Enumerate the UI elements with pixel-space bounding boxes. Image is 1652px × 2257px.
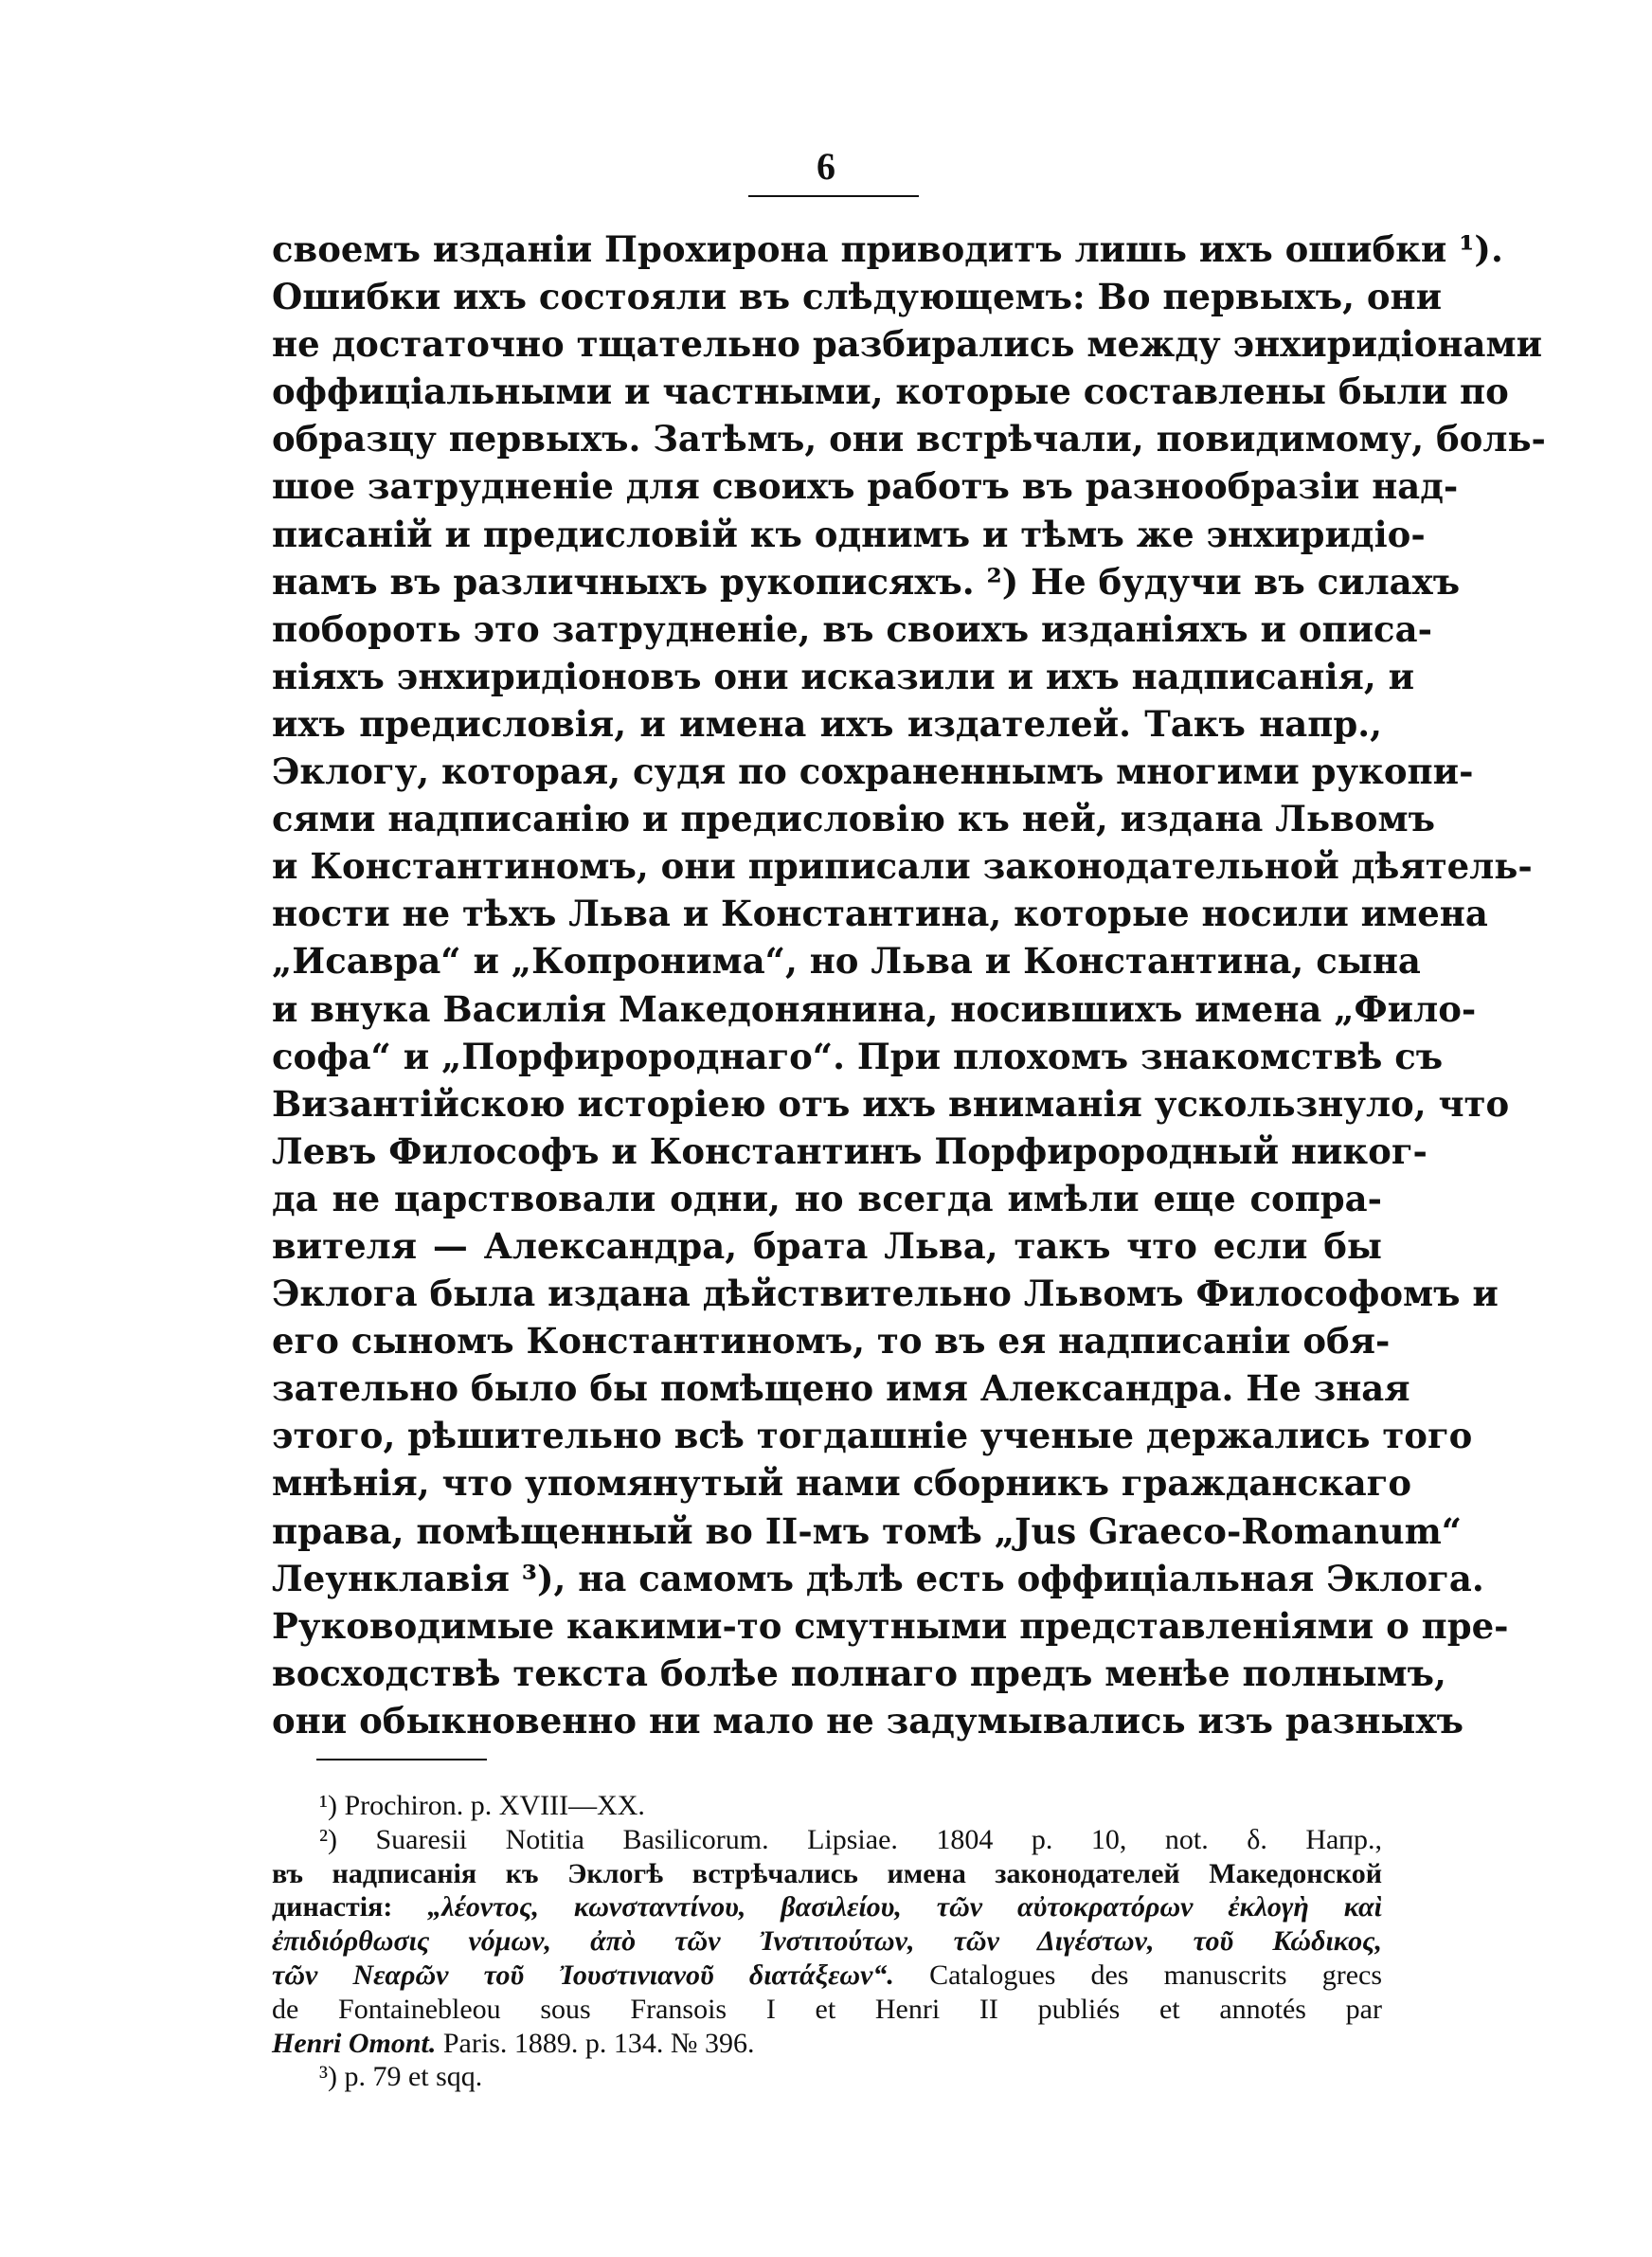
body-line: этого, рѣшительно всѣ тогдашніе ученые держались того xyxy=(272,1415,1473,1457)
body-line: писаній и предисловій къ однимъ и тѣмъ же энхиридіо- xyxy=(272,513,1426,555)
body-line: они обыкновенно ни мало не задумывались изъ разныхъ xyxy=(272,1699,1463,1742)
footnote-3: ³) p. 79 et sqq. xyxy=(319,2061,483,2093)
body-line: Византійскою исторіею отъ ихъ вниманія ускользнуло, что xyxy=(272,1082,1510,1125)
footnote-2-line: въ надписанія къ Эклогѣ встрѣчались имена законодателей Македонской xyxy=(272,1857,1382,1889)
body-line: своемъ изданіи Прохирона приводитъ лишь ихъ ошибки ¹). xyxy=(272,228,1503,270)
body-line: Эклогу, которая, судя по сохраненнымъ многими рукопи- xyxy=(272,750,1474,793)
body-line: шое затрудненіе для своихъ работъ въ разнообразіи над- xyxy=(272,465,1459,508)
footnotes xyxy=(272,1789,1382,2094)
footnote-2-imprint: Paris. 1889. p. 134. № 396. xyxy=(442,2027,755,2059)
body-line: Леунклавія ³), на самомъ дѣлѣ есть оффиціальная Эклога. xyxy=(272,1557,1484,1599)
body-line: „Исавра“ и „Копронима“, но Льва и Константина, сына xyxy=(272,940,1421,983)
body-line: софа“ и „Порфиророднаго“. При плохомъ знакомствѣ съ xyxy=(272,1035,1444,1077)
body-line: мнѣнія, что упомянутый нами сборникъ гражданскаго xyxy=(272,1462,1412,1505)
body-line: образцу первыхъ. Затѣмъ, они встрѣчали, повидимому, боль- xyxy=(272,418,1546,460)
page-number-rule xyxy=(748,195,919,197)
main-text xyxy=(272,226,1546,1744)
body-line: Руководимые какими-то смутными представленіями о пре- xyxy=(272,1604,1509,1647)
footnote-1: ¹) Prochiron. p. XVIII—XX. xyxy=(319,1790,645,1821)
page-number: 6 xyxy=(817,145,835,188)
body-line: ніяхъ энхиридіоновъ они исказили и ихъ надписанія, и xyxy=(272,655,1415,697)
footnote-2-line xyxy=(272,1890,1382,1924)
body-line: восходствѣ текста болѣе полнаго предъ менѣе полнымъ, xyxy=(272,1652,1446,1694)
footnote-2-line: ²) Suaresii Notitia Basilicorum. Lipsiae. 1804 p. 10, not. δ. Напр., xyxy=(319,1823,1382,1855)
footnote-rule xyxy=(316,1759,487,1760)
footnote-2-line: de Fontainebleou sous Fransois I et Henri II publiés et annotés par xyxy=(272,1993,1382,2025)
footnote-2-catalogue: Catalogues des manuscrits grecs xyxy=(929,1959,1383,1991)
body-line: да не царствовали одни, но всегда имѣли еще сопра- xyxy=(272,1177,1382,1219)
footnote-2-greek: τῶν Νεαρῶν τοῦ Ἰουστινιανοῦ διατάξεων“. xyxy=(272,1959,894,1991)
body-line: и Константиномъ, они приписали законодательной дѣятель- xyxy=(272,845,1533,888)
body-line: права, помѣщенный во II-мъ томѣ „Jus Graeco-Romanum“ xyxy=(272,1509,1463,1552)
body-line: зательно было бы помѣщено имя Александра. Не зная xyxy=(272,1367,1410,1410)
body-line: ности не тѣхъ Льва и Константина, которые носили имена xyxy=(272,893,1488,935)
body-line: вителя — Александра, брата Льва, такъ что если бы xyxy=(272,1224,1382,1267)
body-line: побороть это затрудненіе, въ своихъ изданіяхъ и описа- xyxy=(272,607,1432,650)
footnote-2-dynasty-label: династія: xyxy=(272,1891,393,1923)
body-line: Левъ Философъ и Константинъ Порфирородный никог- xyxy=(272,1129,1428,1172)
footnote-2-author: Henri Omont. xyxy=(272,2027,437,2059)
body-line: ихъ предисловія, и имена ихъ издателей. Такъ напр., xyxy=(272,702,1382,745)
body-line: сями надписанію и предисловію къ ней, издана Львомъ xyxy=(272,798,1436,840)
footnote-2-line xyxy=(272,2027,1382,2061)
body-line: его сыномъ Константиномъ, то въ ея надписаніи обя- xyxy=(272,1320,1391,1363)
body-line: и внука Василія Македонянина, носившихъ имена „Фило- xyxy=(272,987,1477,1030)
footnote-2-greek: „λέοντος, κωνσταντίνου, βασιλείου, τῶν αὐτοκρατόρων ἐκλογὴ καὶ xyxy=(427,1891,1382,1923)
body-line: оффиціальными и частными, которые составлены были по xyxy=(272,370,1509,413)
footnote-2-greek: ἐπιδιόρθωσις νόμων, ἀπὸ τῶν Ἰνστιτούτων, τῶν Διγέστων, τοῦ Κώδικος, xyxy=(272,1925,1382,1958)
body-line: намъ въ различныхъ рукописяхъ. ²) Не будучи въ силахъ xyxy=(272,560,1461,603)
body-line: Эклога была издана дѣйствительно Львомъ Философомъ и xyxy=(272,1273,1499,1315)
footnote-2-line xyxy=(272,1959,1382,1993)
body-line: Ошибки ихъ состояли въ слѣдующемъ: Во первыхъ, они xyxy=(272,276,1443,318)
body-line: не достаточно тщательно разбирались между энхиридіонами xyxy=(272,323,1543,366)
